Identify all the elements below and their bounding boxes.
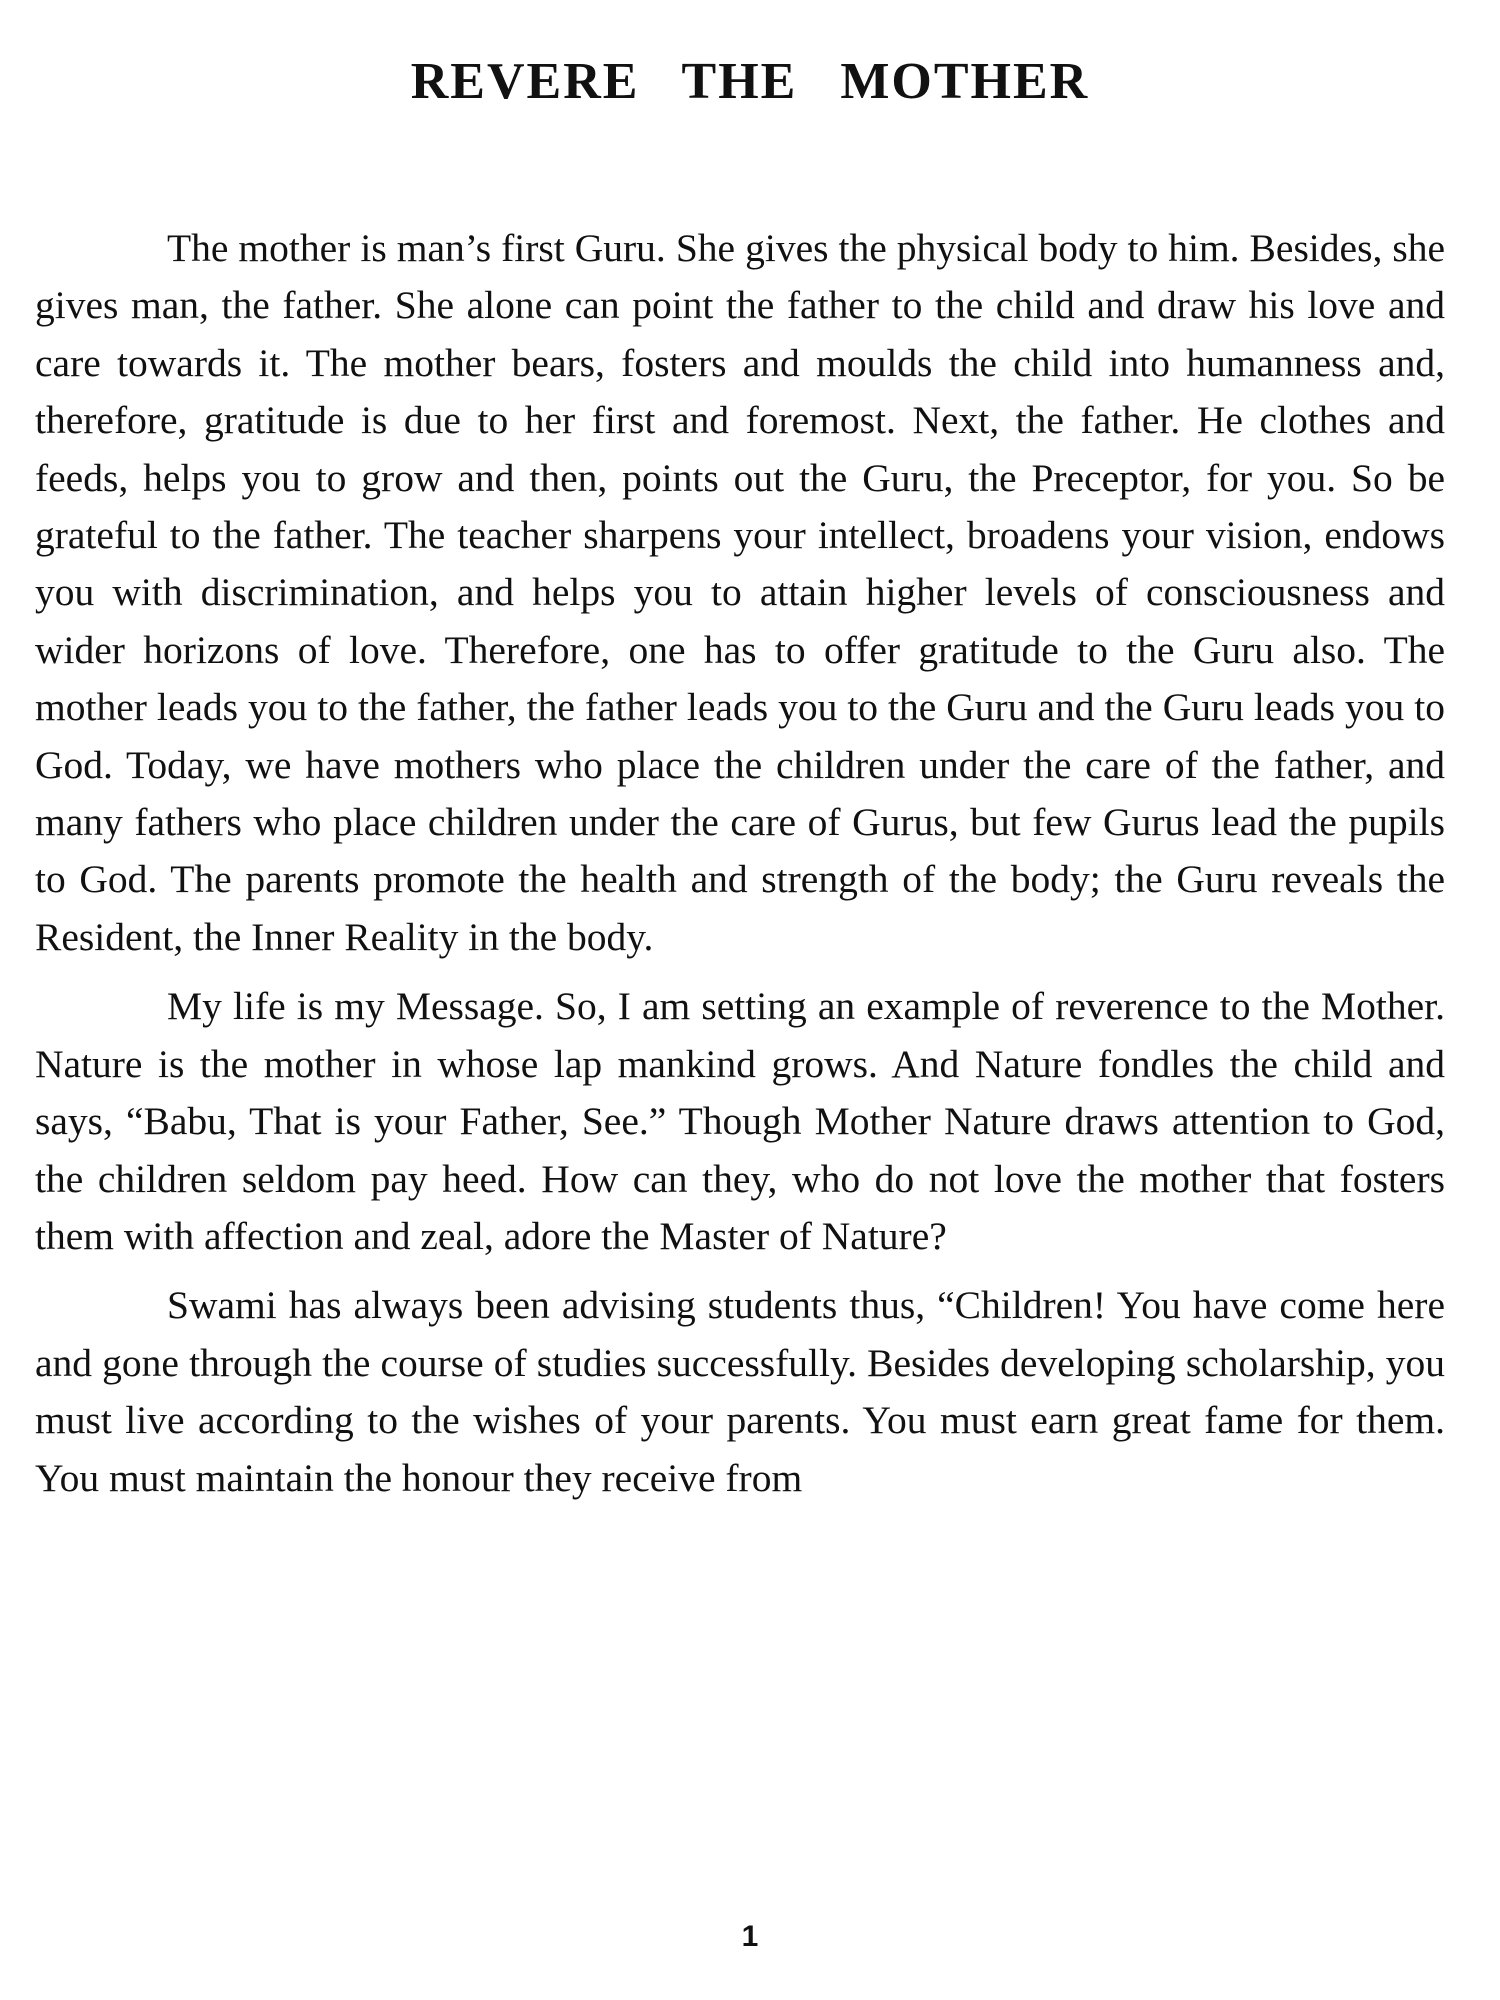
page-number: 1 <box>741 1920 759 1953</box>
chapter-body <box>35 220 1445 1519</box>
paragraph-2: My life is my Message. So, I am setting an example of reverence to the Mother. Nature is the mother in whose lap mankind grows. And Nature fondles the child and says, “Babu, That is your Father, See.” Though Mother Nature draws attention to God, the children seldom pay heed. How can they, who do not love the mother that fosters them with affection and zeal, adore the Master of Nature? <box>35 984 1445 1258</box>
paragraph-3: Swami has always been advising students thus, “Children! You have come here and gone through the course of studies successfully. Besides developing scholarship, you must live according to the wishes of your parents. You must earn great fame for them. You must maintain the honour they receive from <box>35 1283 1445 1500</box>
paragraph-1: The mother is man’s first Guru. She gives the physical body to him. Besides, she gives man, the father. She alone can point the father to the child and draw his love and care towards it. The mother bears, fosters and moulds the child into humanness and, therefore, gratitude is due to her first and foremost. Next, the father. He clothes and feeds, helps you to grow and then, points out the Guru, the Preceptor, for you. So be grateful to the father. The teacher sharpens your intellect, broadens your vision, endows you with discrimination, and helps you to attain higher levels of consciousness and wider horizons of love. Therefore, one has to offer gratitude to the Guru also. The mother leads you to the father, the father leads you to the Guru and the Guru leads you to God. Today, we have mothers who place the children under the care of the father, and many fathers who place children under the care of Gurus, but few Gurus lead the pupils to God. The parents promote the health and strength of the body; the Guru reveals the Resident, the Inner Reality in the body. <box>35 226 1445 959</box>
chapter-title: REVERE THE MOTHER <box>410 53 1090 110</box>
